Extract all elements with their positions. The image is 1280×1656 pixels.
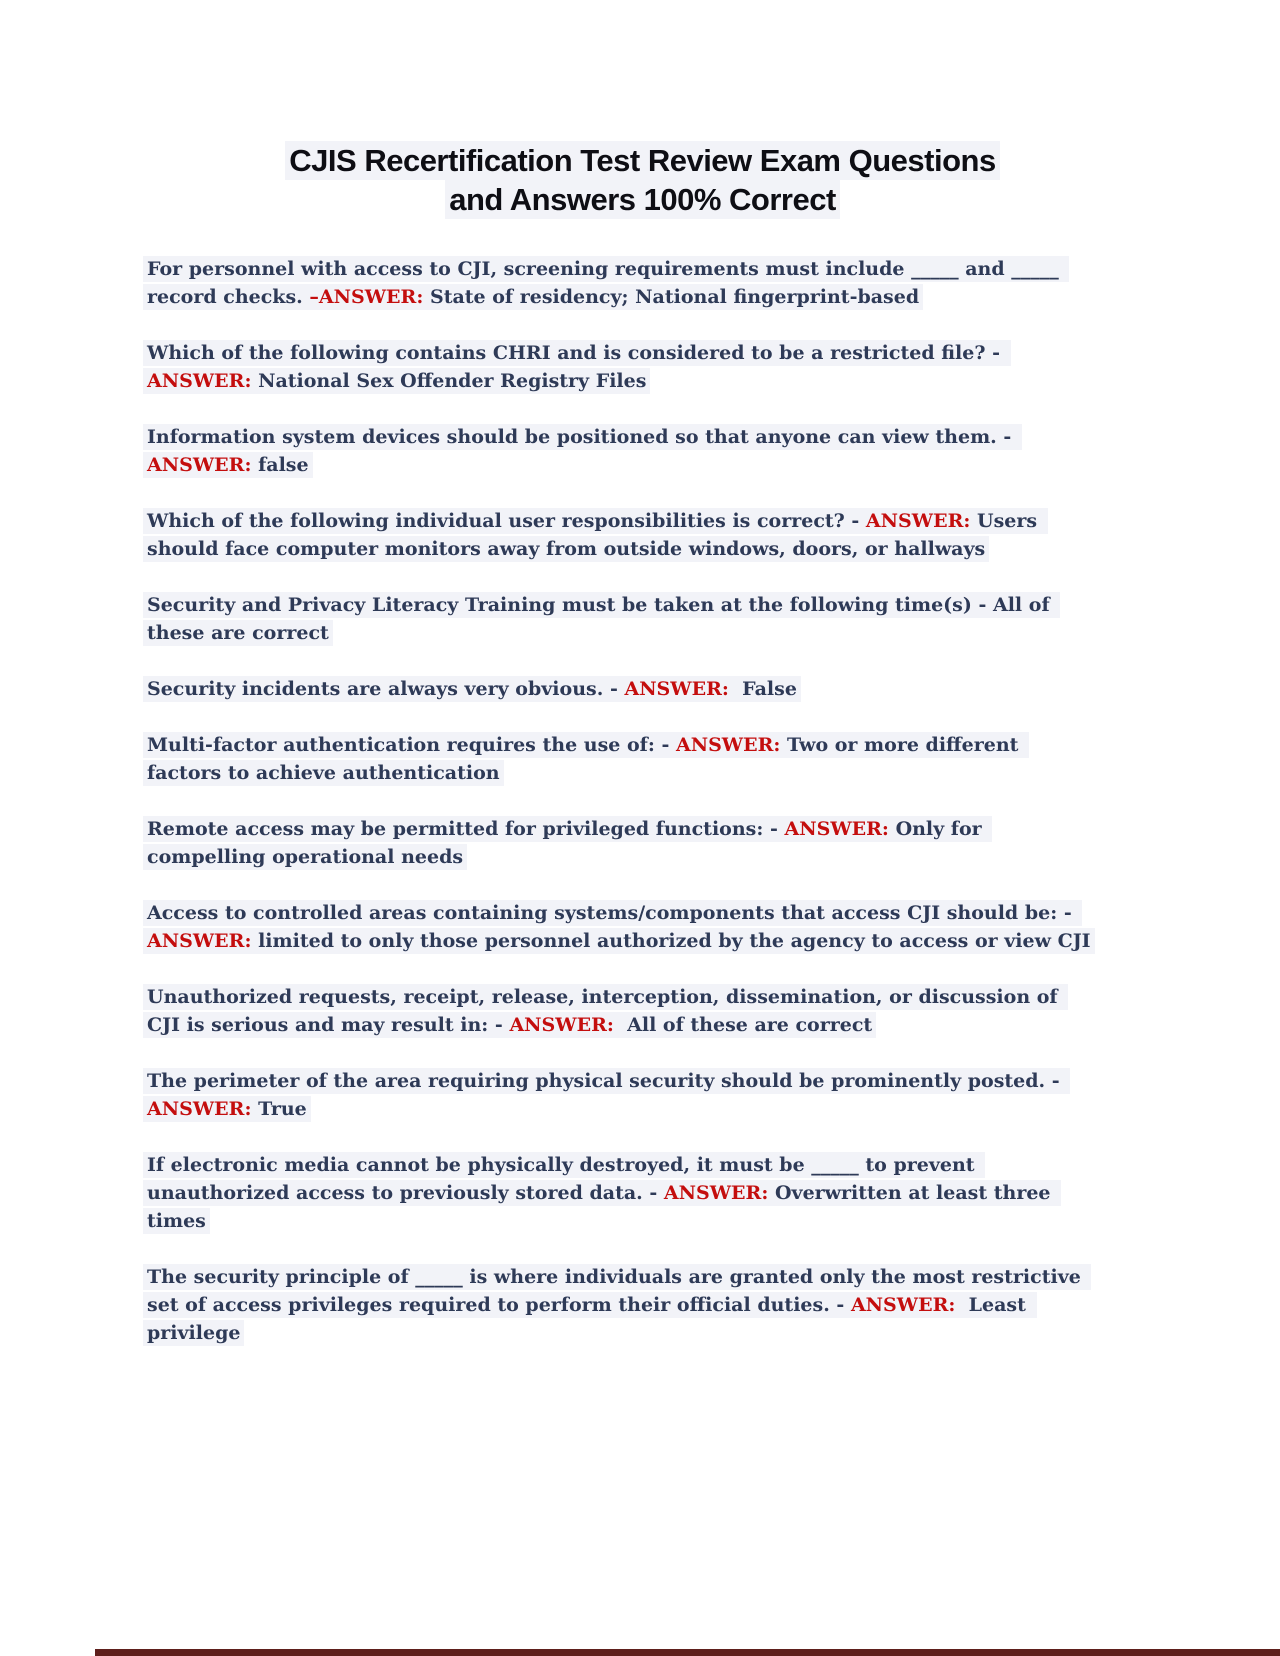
answer-text: limited to only those personnel authorized by the agency to access or view CJI — [251, 930, 1091, 952]
answer-label: ANSWER: — [509, 1014, 614, 1036]
question-text: Information system devices should be positioned so that anyone can view them. - — [147, 426, 1018, 448]
question-text: Which of the following individual user responsibilities is correct? - — [147, 510, 866, 532]
qa-line-highlight — [143, 424, 1022, 478]
answer-text: National Sex Offender Registry Files — [251, 370, 647, 392]
qa-line-highlight — [143, 256, 1069, 310]
question-text: Security and Privacy Literacy Training must be taken at the following time(s) - All of these are correct — [147, 594, 1057, 644]
qa-paragraph — [143, 339, 1095, 395]
answer-label: ANSWER: — [850, 1294, 956, 1316]
next-page-edge — [95, 1649, 1280, 1656]
qa-paragraph — [143, 507, 1095, 563]
qa-paragraph — [143, 815, 1095, 871]
answer-text: Users should face computer monitors away from outside windows, doors, or hallways — [147, 510, 1044, 560]
qa-paragraph — [143, 899, 1095, 955]
answer-text: False — [728, 678, 797, 700]
question-text: Access to controlled areas containing systems/components that access CJI should be: - — [147, 902, 1079, 924]
qa-line-highlight — [143, 984, 1068, 1038]
answer-text: All of these are correct — [613, 1014, 873, 1036]
qa-line-highlight — [143, 340, 1011, 394]
answer-text: Only for compelling operational needs — [147, 818, 989, 868]
qa-paragraph — [143, 1263, 1095, 1347]
qa-line-highlight — [143, 1152, 1061, 1234]
page-title-text-1: CJIS Recertification Test Review Exam Questions — [285, 141, 999, 180]
question-text: Remote access may be permitted for privileged functions: - — [147, 818, 785, 840]
page-title-line-2 — [143, 180, 1142, 219]
question-text: If electronic media cannot be physically destroyed, it must be _____ to prevent unauthorized access to previously stored data. - — [147, 1154, 982, 1204]
answer-text: Two or more different factors to achieve authentication — [147, 734, 1026, 784]
answer-label: ANSWER: — [784, 818, 889, 840]
qa-line-highlight — [143, 1264, 1091, 1346]
qa-paragraph — [143, 591, 1095, 647]
page-title-text-2: and Answers 100% Correct — [445, 180, 840, 219]
question-text: Which of the following contains CHRI and is considered to be a restricted file? - — [147, 342, 1007, 364]
question-text: Security incidents are always very obvious. - — [147, 678, 625, 700]
qa-line-highlight — [143, 676, 801, 702]
answer-label: ANSWER: — [663, 1182, 769, 1204]
qa-line-highlight — [143, 732, 1029, 786]
answer-label: ANSWER: — [147, 370, 252, 392]
qa-paragraph — [143, 255, 1095, 311]
answer-text: Overwritten at least three times — [147, 1182, 1058, 1232]
answer-label: ANSWER: — [675, 734, 781, 756]
qa-list — [143, 255, 1142, 1347]
answer-text: True — [251, 1098, 307, 1120]
page-title-line-1 — [143, 141, 1142, 180]
answer-label: ANSWER: — [147, 930, 252, 952]
qa-paragraph — [143, 423, 1095, 479]
answer-label: ANSWER: — [865, 510, 971, 532]
qa-paragraph — [143, 983, 1095, 1039]
qa-line-highlight — [143, 592, 1060, 646]
qa-line-highlight — [143, 1068, 1070, 1122]
question-text: Unauthorized requests, receipt, release, interception, dissemination, or discussion of CJI is serious and may result in: - — [147, 986, 1065, 1036]
question-text: Multi-factor authentication requires the use of: - — [147, 734, 676, 756]
qa-paragraph — [143, 731, 1095, 787]
question-text: The perimeter of the area requiring physical security should be prominently posted. - — [147, 1070, 1067, 1092]
answer-label: –ANSWER: — [309, 286, 424, 308]
qa-paragraph — [143, 675, 1095, 703]
page-title — [143, 141, 1142, 219]
answer-label: ANSWER: — [147, 454, 252, 476]
qa-paragraph — [143, 1067, 1095, 1123]
answer-label: ANSWER: — [624, 678, 729, 700]
answer-text: false — [251, 454, 309, 476]
question-text: For personnel with access to CJI, screening requirements must include _____ and _____ record checks. — [147, 258, 1066, 308]
answer-text: Least privilege — [147, 1294, 1033, 1344]
answer-label: ANSWER: — [147, 1098, 252, 1120]
qa-paragraph — [143, 1151, 1095, 1235]
qa-line-highlight — [143, 508, 1048, 562]
qa-line-highlight — [143, 900, 1095, 954]
question-text: The security principle of _____ is where individuals are granted only the most restrictive set of access privileges required to perform their official duties. - — [147, 1266, 1088, 1316]
qa-line-highlight — [143, 816, 992, 870]
answer-text: State of residency; National fingerprint-based — [423, 286, 920, 308]
